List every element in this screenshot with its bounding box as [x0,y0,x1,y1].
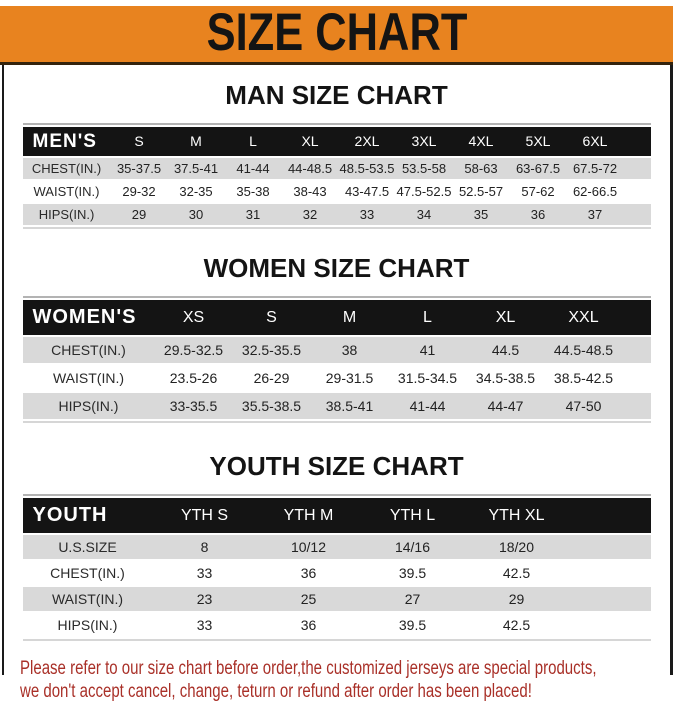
size-value-cell: 39.5 [361,561,465,585]
row-label: WAIST(IN.) [23,365,155,391]
table-title-cell: MEN'S [23,127,111,156]
size-column-header: L [389,300,467,335]
footer-note [20,657,673,703]
size-value-cell: 38.5-42.5 [545,365,623,391]
size-column-header: L [225,127,282,156]
size-value-cell: 32.5-35.5 [233,337,311,363]
row-filler-cell [569,587,651,611]
row-filler-cell [569,535,651,559]
size-value-cell: 44.5-48.5 [545,337,623,363]
size-value-cell: 63-67.5 [510,158,567,179]
size-value-cell: 48.5-53.5 [339,158,396,179]
youth-size-table [23,494,651,641]
row-filler-cell [623,393,651,419]
man-section-heading: MAN SIZE CHART [225,80,448,110]
row-filler-cell [623,337,651,363]
size-column-header: XXL [545,300,623,335]
size-value-cell: 57-62 [510,181,567,202]
measurement-row [23,587,651,611]
size-value-cell: 29-32 [111,181,168,202]
row-filler-cell [569,561,651,585]
size-value-cell: 38-43 [282,181,339,202]
row-filler-cell [569,613,651,637]
size-value-cell: 35.5-38.5 [233,393,311,419]
size-value-cell: 31 [225,204,282,225]
footer-line-1: Please refer to our size chart before order,the customized jerseys are special products, [20,658,597,679]
row-label: HIPS(IN.) [23,613,153,637]
size-value-cell: 35-37.5 [111,158,168,179]
measurement-row [23,561,651,585]
size-value-cell: 25 [257,587,361,611]
size-value-cell: 33-35.5 [155,393,233,419]
size-value-cell: 23 [153,587,257,611]
measurement-row [23,337,651,363]
header-filler-cell [623,300,651,335]
size-value-cell: 41-44 [389,393,467,419]
size-value-cell: 29.5-32.5 [155,337,233,363]
measurement-row [23,158,651,179]
row-label: HIPS(IN.) [23,204,111,225]
size-value-cell: 27 [361,587,465,611]
size-column-header: 3XL [396,127,453,156]
men-size-table [23,123,651,229]
size-value-cell: 32-35 [168,181,225,202]
women-section-heading: WOMEN SIZE CHART [203,253,470,283]
footer-line-2: we don't accept cancel, change, teturn or refund after order has been placed! [20,681,532,702]
size-value-cell: 37.5-41 [168,158,225,179]
measurement-row [23,613,651,637]
size-value-cell: 33 [153,613,257,637]
size-value-cell: 42.5 [465,613,569,637]
size-column-header: YTH S [153,498,257,533]
measurement-row [23,365,651,391]
measurement-row [23,393,651,419]
measurement-row [23,204,651,225]
size-value-cell: 29 [465,587,569,611]
size-value-cell: 29-31.5 [311,365,389,391]
size-value-cell: 41 [389,337,467,363]
size-column-header: XL [467,300,545,335]
row-label: CHEST(IN.) [23,337,155,363]
size-value-cell: 38.5-41 [311,393,389,419]
size-column-header: S [111,127,168,156]
size-value-cell: 36 [257,613,361,637]
size-value-cell: 58-63 [453,158,510,179]
size-column-header: 4XL [453,127,510,156]
row-label: HIPS(IN.) [23,393,155,419]
table-header-row [23,300,651,335]
size-column-header: M [311,300,389,335]
size-value-cell: 67.5-72 [567,158,624,179]
size-value-cell: 18/20 [465,535,569,559]
size-value-cell: 33 [153,561,257,585]
size-column-header: 6XL [567,127,624,156]
size-value-cell: 38 [311,337,389,363]
row-filler-cell [624,204,651,225]
size-value-cell: 44-48.5 [282,158,339,179]
row-label: CHEST(IN.) [23,561,153,585]
size-chart-banner [0,6,673,65]
table-title-cell: WOMEN'S [23,300,155,335]
page-title: SIZE CHART [206,6,467,62]
size-value-cell: 23.5-26 [155,365,233,391]
youth-section-heading: YOUTH SIZE CHART [209,451,464,481]
table-header-row [23,498,651,533]
size-column-header: 5XL [510,127,567,156]
size-value-cell: 33 [339,204,396,225]
table-title-cell: YOUTH [23,498,153,533]
measurement-row [23,535,651,559]
size-value-cell: 10/12 [257,535,361,559]
size-value-cell: 34.5-38.5 [467,365,545,391]
row-filler-cell [624,181,651,202]
size-value-cell: 52.5-57 [453,181,510,202]
size-value-cell: 14/16 [361,535,465,559]
row-label: U.S.SIZE [23,535,153,559]
header-filler-cell [624,127,651,156]
size-column-header: S [233,300,311,335]
table-header-row [23,127,651,156]
size-value-cell: 44-47 [467,393,545,419]
size-value-cell: 30 [168,204,225,225]
size-value-cell: 53.5-58 [396,158,453,179]
size-value-cell: 62-66.5 [567,181,624,202]
size-value-cell: 39.5 [361,613,465,637]
size-value-cell: 31.5-34.5 [389,365,467,391]
measurement-row [23,181,651,202]
size-column-header: YTH L [361,498,465,533]
size-value-cell: 36 [510,204,567,225]
size-value-cell: 44.5 [467,337,545,363]
row-filler-cell [624,158,651,179]
women-size-table [23,296,651,423]
size-value-cell: 8 [153,535,257,559]
size-value-cell: 41-44 [225,158,282,179]
size-value-cell: 47.5-52.5 [396,181,453,202]
size-column-header: XS [155,300,233,335]
size-value-cell: 35 [453,204,510,225]
size-column-header: 2XL [339,127,396,156]
size-column-header: M [168,127,225,156]
size-value-cell: 32 [282,204,339,225]
left-border-line [2,6,4,675]
size-value-cell: 43-47.5 [339,181,396,202]
size-value-cell: 35-38 [225,181,282,202]
size-value-cell: 34 [396,204,453,225]
size-value-cell: 26-29 [233,365,311,391]
size-value-cell: 29 [111,204,168,225]
size-column-header: YTH XL [465,498,569,533]
size-value-cell: 47-50 [545,393,623,419]
size-column-header: XL [282,127,339,156]
size-value-cell: 36 [257,561,361,585]
row-filler-cell [623,365,651,391]
row-label: WAIST(IN.) [23,181,111,202]
row-label: CHEST(IN.) [23,158,111,179]
header-filler-cell [569,498,651,533]
size-value-cell: 42.5 [465,561,569,585]
size-column-header: YTH M [257,498,361,533]
row-label: WAIST(IN.) [23,587,153,611]
size-value-cell: 37 [567,204,624,225]
